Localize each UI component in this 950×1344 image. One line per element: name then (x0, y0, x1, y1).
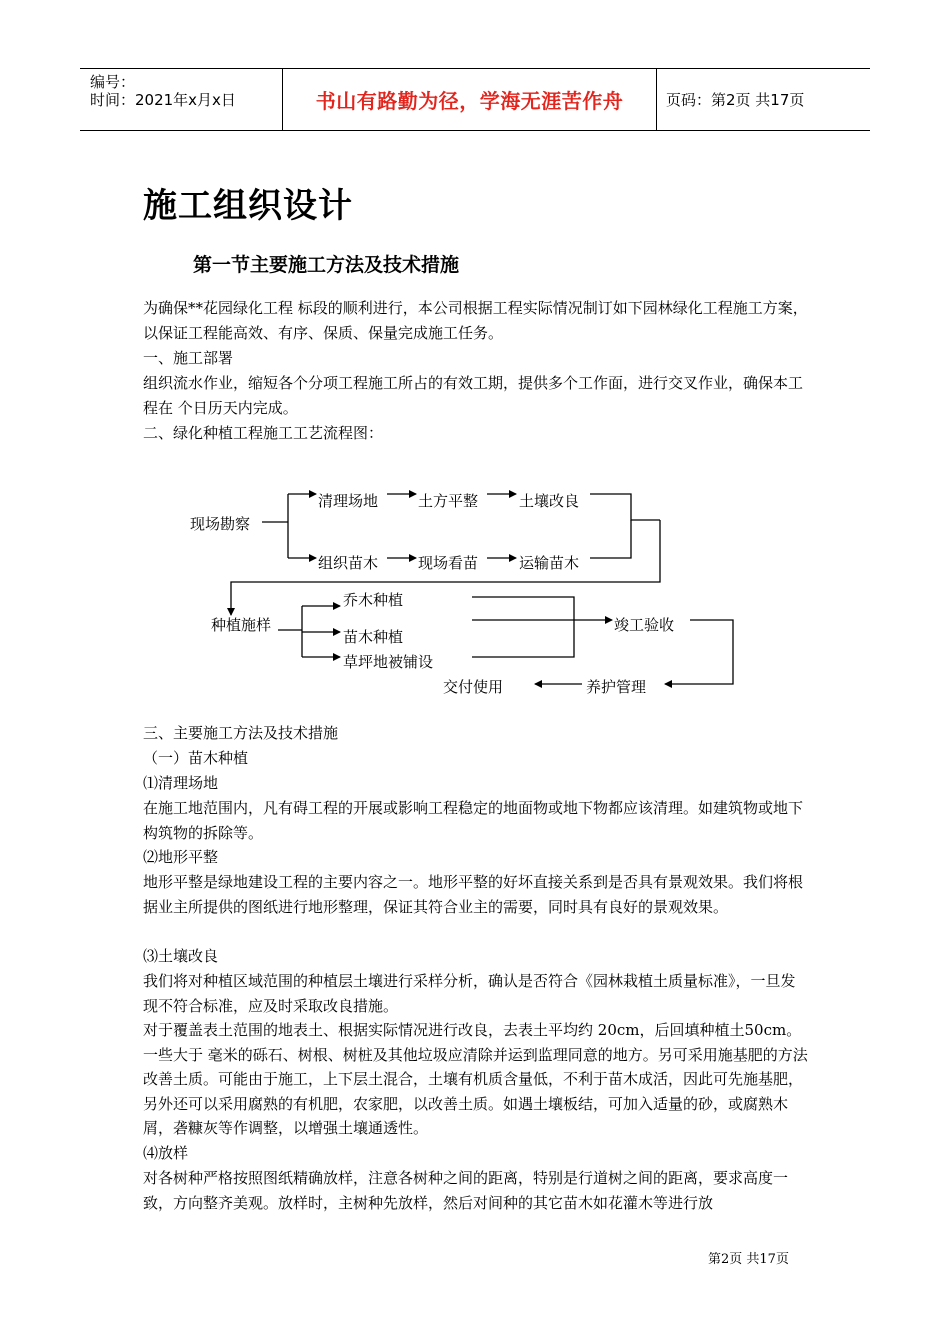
flow-line-transport (590, 520, 631, 558)
item3-paragraph-1: 我们将对种植区域范围的种植层土壤进行采样分析，确认是否符合《园林栽植土质量标准》，一旦发现不符合标准，应及时采取改良措施。 (143, 972, 796, 1015)
node-acceptance: 竣工验收 (614, 616, 675, 634)
deploy-heading: 一、施工部署 (143, 349, 234, 367)
node-stakeout: 种植施样 (211, 616, 272, 634)
node-earthwork: 土方平整 (418, 492, 479, 510)
item1-paragraph: 在施工地范围内，凡有碍工程的开展或影响工程稳定的地面物或地下物都应该清理。如建筑物或地下构筑物的拆除等。 (143, 799, 804, 842)
page-footer: 第2页 共17页 (708, 1252, 789, 1267)
node-deliver: 交付使用 (443, 678, 504, 696)
item4-title: ⑷放样 (143, 1144, 189, 1162)
node-transport: 运输苗木 (519, 554, 580, 572)
arrow-to-maintain (665, 620, 733, 684)
flow-line-merge (472, 597, 574, 657)
node-survey: 现场勘察 (190, 515, 251, 533)
node-clear: 清理场地 (318, 492, 379, 510)
item3-paragraph-2: 对于覆盖表土范围的地表土、根据实际情况进行改良，去表土平均约 20cm，后回填种植土50cm。一些大于 毫米的砾石、树根、树桩及其他垃圾应清除并运到监理同意的地方。另可采用施基肥的方法改善土质。可能由于施工，上下层土混合，土壤有机质含量低，不利于苗木成活，因此可先施基肥，另外还可以采用腐熟的有机肥，农家肥，以改善土质。如遇土壤板结，可加入适量的砂，或腐熟木屑，砻糠灰等作调整，以增强土壤通透性。 (143, 1021, 808, 1137)
node-organize: 组织苗木 (318, 554, 379, 572)
methods-heading: 三、主要施工方法及技术措施 (143, 724, 339, 742)
node-seedlings: 苗木种植 (343, 628, 404, 646)
doc-title: 施工组织设计 (143, 186, 353, 226)
number-label: 编号： (90, 73, 136, 91)
section-title: 第一节主要施工方法及技术措施 (193, 254, 460, 276)
flow-line-soil (590, 494, 660, 520)
item4-paragraph: 对各树种严格按照图纸精确放样，注意各树种之间的距离，特别是行道树之间的距离，要求高度一致，方向整齐美观。放样时，主树种先放样，然后对间种的其它苗木如花灌木等进行放 (143, 1169, 789, 1212)
node-soil: 土壤改良 (519, 492, 580, 510)
motto-text: 书山有路勤为径，学海无涯苦作舟 (315, 89, 624, 113)
date-label: 时间：2021年x月x日 (90, 91, 236, 109)
page-label: 页码：第2页 共17页 (666, 91, 805, 109)
node-lawn: 草坪地被铺设 (343, 653, 434, 671)
flow-heading: 二、绿化种植工程施工工艺流程图： (143, 424, 384, 442)
node-maintain: 养护管理 (586, 678, 647, 696)
item3-title: ⑶土壤改良 (143, 947, 219, 965)
node-inspect: 现场看苗 (418, 554, 479, 572)
node-trees: 乔木种植 (343, 591, 404, 609)
intro-paragraph: 为确保**花园绿化工程 标段的顺利进行，本公司根据工程实际情况制订如下园林绿化工程施工方案，以保证工程能高效、有序、保质、保量完成施工任务。 (143, 299, 808, 342)
item2-paragraph: 地形平整是绿地建设工程的主要内容之一。地形平整的好坏直接关系到是否具有景观效果。我们将根据业主所提供的图纸进行地形整理，保证其符合业主的需要，同时具有良好的景观效果。 (143, 873, 804, 916)
item2-title: ⑵地形平整 (143, 848, 219, 866)
sub-heading-1: （一）苗木种植 (143, 749, 249, 767)
item1-title: ⑴清理场地 (143, 774, 219, 792)
deploy-paragraph: 组织流水作业，缩短各个分项工程施工所占的有效工期，提供多个工作面，进行交叉作业，确保本工程在 个日历天内完成。 (143, 374, 804, 417)
